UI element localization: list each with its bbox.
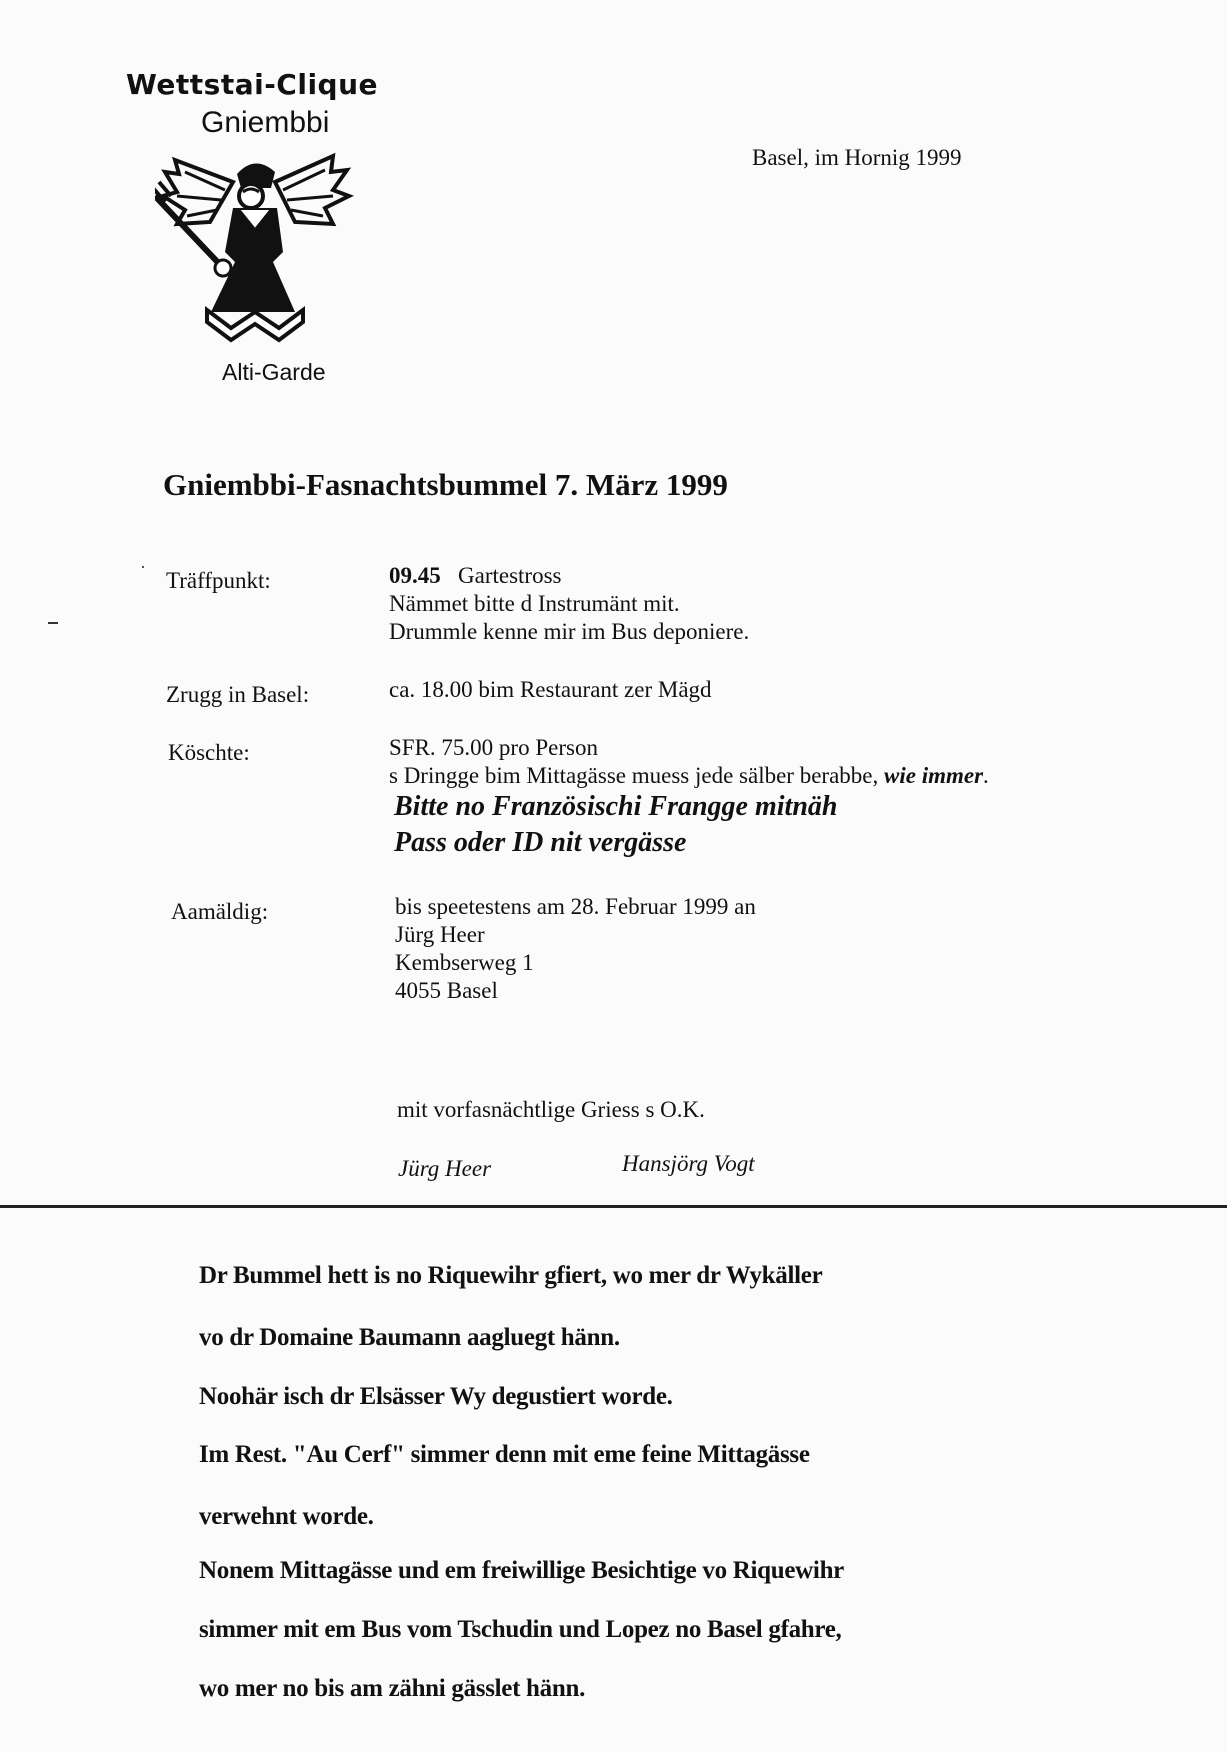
org-name: Wettstai-Clique	[126, 68, 379, 101]
signup-label: Aamäldig:	[171, 899, 269, 924]
report-line: Noohär isch dr Elsässer Wy degustiert worde.	[199, 1383, 673, 1410]
report-line: wo mer no bis am zähni gässlet hänn.	[199, 1675, 586, 1702]
cost-note-currency: Bitte no Französischi Frangge mitnäh	[394, 791, 838, 822]
report-line: simmer mit em Bus vom Tschudin und Lopez no Basel gfahre,	[199, 1616, 842, 1643]
divider	[0, 1205, 1227, 1208]
signup-city: 4055 Basel	[395, 978, 498, 1003]
cost-label: Köschte:	[168, 740, 250, 765]
cost-line1: SFR. 75.00 pro Person	[389, 735, 598, 760]
page-title: Gniembbi-Fasnachtsbummel 7. März 1999	[163, 467, 728, 502]
place-date: Basel, im Hornig 1999	[752, 145, 962, 170]
speck	[142, 566, 144, 568]
meeting-line3: Drummle kenne mir im Bus deponiere.	[389, 619, 750, 644]
meeting-value	[389, 562, 749, 646]
meeting-line2: Nämmet bitte d Instrumänt mit.	[389, 591, 680, 616]
signer-1: Jürg Heer	[398, 1156, 492, 1181]
report-line: Dr Bummel hett is no Riquewihr gfiert, wo mer dr Wykäller	[199, 1262, 823, 1289]
report-line: Im Rest. "Au Cerf" simmer denn mit eme feine Mittagässe	[199, 1441, 810, 1468]
closing-greeting: mit vorfasnächtlige Griess s O.K.	[397, 1097, 705, 1122]
meeting-label: Träffpunkt:	[166, 568, 271, 593]
signup-street: Kembserweg 1	[395, 950, 534, 975]
return-value: ca. 18.00 bim Restaurant zer Mägd	[389, 677, 712, 702]
cost-line2-emphasis: wie immer	[884, 763, 984, 788]
report-line: verwehnt worde.	[199, 1503, 374, 1530]
cost-line2-end: .	[983, 763, 989, 788]
meeting-time: 09.45	[389, 563, 441, 588]
cost-note-passport: Pass oder ID nit vergässe	[394, 827, 687, 858]
margin-dash	[48, 622, 58, 624]
signup-value	[395, 893, 756, 1005]
report-line: vo dr Domaine Baumann aagluegt hänn.	[199, 1324, 620, 1351]
org-group: Alti-Garde	[222, 359, 326, 385]
wing-costume-figure-icon	[155, 152, 365, 352]
org-subtitle: Gniembbi	[201, 106, 330, 139]
signup-line1: bis speetestens am 28. Februar 1999 an	[395, 894, 756, 919]
return-label: Zrugg in Basel:	[166, 682, 310, 707]
report-line: Nonem Mittagässe und em freiwillige Besichtige vo Riquewihr	[199, 1557, 844, 1584]
signer-2: Hansjörg Vogt	[622, 1151, 755, 1176]
cost-value	[389, 734, 989, 790]
meeting-place: Gartestross	[458, 563, 562, 588]
cost-line2: s Dringge bim Mittagässe muess jede sälber berabbe,	[389, 763, 879, 788]
signup-name: Jürg Heer	[395, 922, 485, 947]
